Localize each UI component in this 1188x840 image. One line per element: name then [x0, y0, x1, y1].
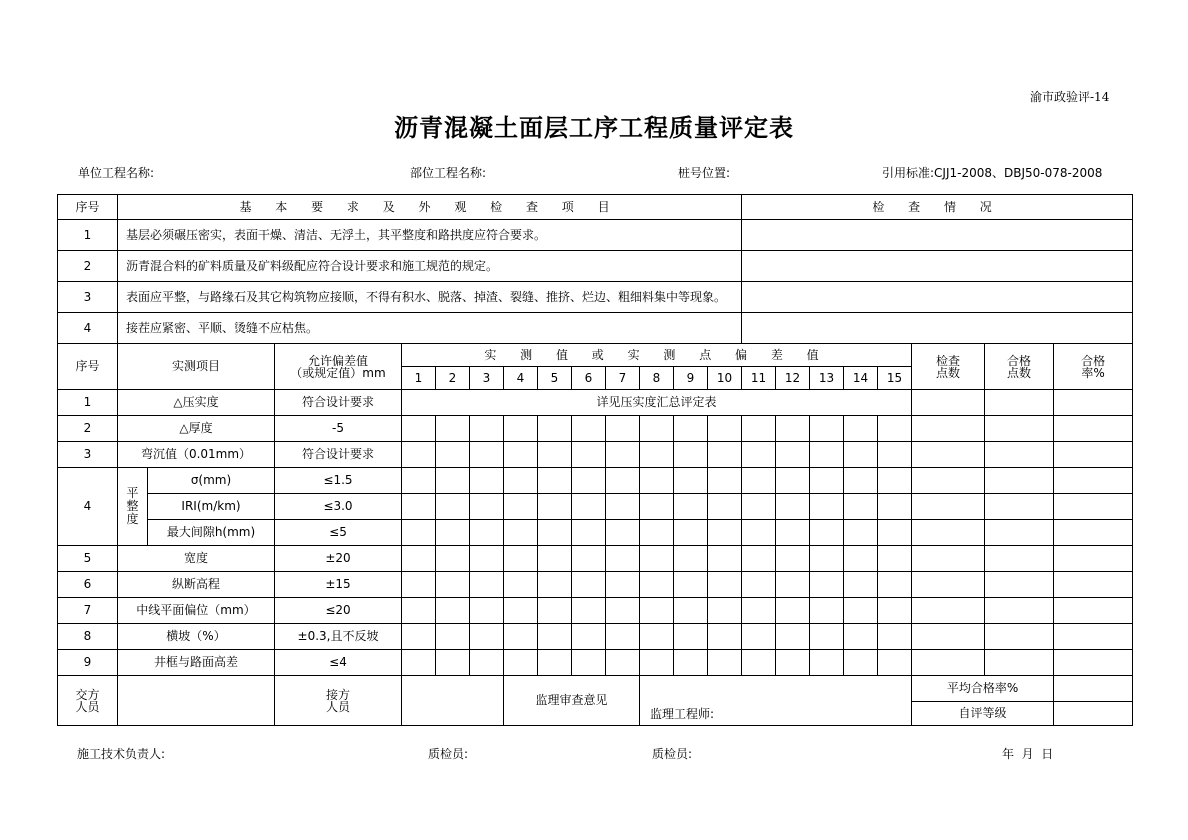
receiver-staff-field[interactable]: [402, 676, 504, 726]
point-number: 1: [402, 367, 436, 390]
basic-row-text: 表面应平整，与路缘石及其它构筑物应接顺，不得有积水、脱落、掉渣、裂缝、推挤、烂边、粗细料集中等现象。: [118, 282, 742, 313]
measured-value-cell[interactable]: [844, 546, 878, 572]
pass-points-cell[interactable]: [985, 416, 1054, 442]
measured-value-cell[interactable]: [742, 546, 776, 572]
measured-value-cell[interactable]: [810, 520, 844, 546]
measured-value-cell[interactable]: [402, 650, 436, 676]
date-label: 年 月 日: [1002, 747, 1054, 761]
basic-col-status: 检 查 情 况: [742, 195, 1133, 220]
measured-value-cell[interactable]: [708, 416, 742, 442]
measure-row-tolerance: ±15: [275, 572, 402, 598]
measured-value-cell[interactable]: [878, 416, 912, 442]
supervisor-engineer-field[interactable]: 监理工程师:: [640, 676, 912, 726]
measured-value-cell[interactable]: [708, 650, 742, 676]
checked-points-cell[interactable]: [912, 390, 985, 416]
measured-value-cell[interactable]: [606, 468, 640, 494]
measured-value-cell[interactable]: [878, 572, 912, 598]
measure-row-no: 3: [58, 442, 118, 468]
point-number: 6: [572, 367, 606, 390]
point-number: 9: [674, 367, 708, 390]
measured-value-cell[interactable]: [640, 624, 674, 650]
measured-value-cell[interactable]: [572, 494, 606, 520]
measured-value-cell[interactable]: [742, 468, 776, 494]
pass-rate-cell[interactable]: [1054, 598, 1133, 624]
basic-row-status[interactable]: [742, 313, 1133, 344]
pass-points-cell[interactable]: [985, 546, 1054, 572]
measured-value-cell[interactable]: [572, 572, 606, 598]
measured-value-cell[interactable]: [674, 494, 708, 520]
measured-value-cell[interactable]: [572, 520, 606, 546]
measure-row-item: 弯沉值（0.01mm）: [118, 442, 275, 468]
measured-value-cell[interactable]: [538, 416, 572, 442]
point-number: 12: [776, 367, 810, 390]
measure-row-tolerance: ±20: [275, 546, 402, 572]
measure-row-tolerance: ≤20: [275, 598, 402, 624]
checked-points-cell[interactable]: [912, 520, 985, 546]
pass-rate-cell[interactable]: [1054, 390, 1133, 416]
measured-value-cell[interactable]: [742, 624, 776, 650]
pass-rate-cell[interactable]: [1054, 650, 1133, 676]
measured-value-cell[interactable]: [504, 442, 538, 468]
measured-value-cell[interactable]: [606, 546, 640, 572]
measured-value-cell[interactable]: [810, 624, 844, 650]
measured-value-cell[interactable]: [810, 416, 844, 442]
measured-value-cell[interactable]: [572, 624, 606, 650]
point-number: 2: [436, 367, 470, 390]
avg-pass-rate-label: 平均合格率%: [912, 676, 1054, 702]
flatness-group-label: 平整度: [118, 468, 148, 546]
measured-value-cell[interactable]: [810, 650, 844, 676]
measured-value-cell[interactable]: [708, 546, 742, 572]
pass-points-cell[interactable]: [985, 598, 1054, 624]
measured-value-cell[interactable]: [538, 650, 572, 676]
checked-points-cell[interactable]: [912, 598, 985, 624]
handover-staff-field[interactable]: [118, 676, 275, 726]
measured-value-cell[interactable]: [844, 598, 878, 624]
measure-row-item: 宽度: [118, 546, 275, 572]
measured-value-cell[interactable]: [878, 624, 912, 650]
measured-value-cell[interactable]: [810, 546, 844, 572]
checked-points-cell[interactable]: [912, 572, 985, 598]
measured-value-cell[interactable]: [470, 416, 504, 442]
measure-row-tolerance: 符合设计要求: [275, 442, 402, 468]
basic-row-no: 3: [58, 282, 118, 313]
measured-value-cell[interactable]: [776, 468, 810, 494]
measured-value-cell[interactable]: [742, 442, 776, 468]
handover-staff-label: 交方 人员: [58, 676, 118, 726]
receiver-staff-label: 接方 人员: [275, 676, 402, 726]
measured-value-cell[interactable]: [538, 572, 572, 598]
measured-value-cell[interactable]: [674, 468, 708, 494]
point-number: 3: [470, 367, 504, 390]
pass-points-cell[interactable]: [985, 494, 1054, 520]
measure-row-item: IRI(m/km): [148, 494, 275, 520]
measured-value-cell[interactable]: [470, 442, 504, 468]
measured-value-cell[interactable]: [776, 546, 810, 572]
measure-row-no: 9: [58, 650, 118, 676]
form-code: 渝市政验评-14: [1030, 90, 1110, 104]
measured-value-cell[interactable]: [878, 494, 912, 520]
measured-value-cell[interactable]: [640, 468, 674, 494]
measured-value-cell[interactable]: [708, 442, 742, 468]
measured-value-cell[interactable]: [810, 494, 844, 520]
measure-row-item: 中线平面偏位（mm）: [118, 598, 275, 624]
pass-points-cell[interactable]: [985, 468, 1054, 494]
measured-value-cell[interactable]: [402, 520, 436, 546]
measured-value-cell[interactable]: [640, 572, 674, 598]
measured-value-cell[interactable]: [402, 624, 436, 650]
measured-value-cell[interactable]: [776, 650, 810, 676]
measure-row-no: 2: [58, 416, 118, 442]
measured-value-cell[interactable]: [844, 624, 878, 650]
measured-value-cell[interactable]: [640, 494, 674, 520]
measured-value-cell[interactable]: [504, 416, 538, 442]
measured-value-cell[interactable]: [402, 468, 436, 494]
measured-value-cell[interactable]: [470, 598, 504, 624]
measured-value-cell[interactable]: [674, 598, 708, 624]
measured-value-cell[interactable]: [640, 598, 674, 624]
measured-value-cell[interactable]: [776, 572, 810, 598]
measured-value-cell[interactable]: [572, 650, 606, 676]
measured-value-cell[interactable]: [742, 650, 776, 676]
measured-value-cell[interactable]: [402, 572, 436, 598]
checked-points-cell[interactable]: [912, 442, 985, 468]
measured-value-cell[interactable]: [572, 598, 606, 624]
measured-value-cell[interactable]: [776, 442, 810, 468]
point-number: 4: [504, 367, 538, 390]
measure-row-tolerance: ±0.3,且不反坡: [275, 624, 402, 650]
point-number: 14: [844, 367, 878, 390]
measured-value-cell[interactable]: [606, 572, 640, 598]
measured-value-cell[interactable]: [504, 546, 538, 572]
checked-points-cell[interactable]: [912, 624, 985, 650]
measured-value-cell[interactable]: [844, 520, 878, 546]
measured-value-cell[interactable]: [436, 572, 470, 598]
measure-row-item: △压实度: [118, 390, 275, 416]
measured-value-cell[interactable]: [810, 598, 844, 624]
measured-value-cell[interactable]: [640, 442, 674, 468]
measured-value-cell[interactable]: [572, 442, 606, 468]
measured-value-cell[interactable]: [402, 494, 436, 520]
measured-value-cell[interactable]: [878, 598, 912, 624]
pass-points-cell[interactable]: [985, 650, 1054, 676]
measure-row-tolerance: -5: [275, 416, 402, 442]
measured-value-cell[interactable]: [742, 494, 776, 520]
point-number: 13: [810, 367, 844, 390]
basic-row-text: 沥青混合料的矿料质量及矿料级配应符合设计要求和施工规范的规定。: [118, 251, 742, 282]
measured-value-cell[interactable]: [776, 416, 810, 442]
measured-value-cell[interactable]: [708, 624, 742, 650]
measured-value-cell[interactable]: [470, 546, 504, 572]
measured-value-cell[interactable]: [436, 624, 470, 650]
measured-value-cell[interactable]: [878, 468, 912, 494]
part-project-label: 部位工程名称:: [410, 166, 487, 180]
measure-row-no: 1: [58, 390, 118, 416]
measured-value-cell[interactable]: [402, 416, 436, 442]
basic-row-no: 2: [58, 251, 118, 282]
measure-col-tolerance: 允许偏差值 （或规定值）mm: [275, 344, 402, 390]
measured-value-cell[interactable]: [504, 650, 538, 676]
measure-row-tolerance: ≤3.0: [275, 494, 402, 520]
measured-value-cell[interactable]: [844, 442, 878, 468]
pass-rate-cell[interactable]: [1054, 468, 1133, 494]
measure-col-pass-points: 合格 点数: [985, 344, 1054, 390]
measured-value-cell[interactable]: [436, 650, 470, 676]
measured-value-cell[interactable]: [640, 546, 674, 572]
measured-value-cell[interactable]: [436, 494, 470, 520]
measure-row-tolerance: ≤1.5: [275, 468, 402, 494]
measured-value-cell[interactable]: [708, 572, 742, 598]
measured-value-cell[interactable]: [538, 468, 572, 494]
measured-value-cell[interactable]: [878, 442, 912, 468]
measure-row-tolerance: 符合设计要求: [275, 390, 402, 416]
checked-points-cell[interactable]: [912, 468, 985, 494]
basic-col-items: 基 本 要 求 及 外 观 检 查 项 目: [118, 195, 742, 220]
standard-label: 引用标准:CJJ1-2008、DBJ50-078-2008: [882, 166, 1103, 180]
measured-value-cell[interactable]: [470, 650, 504, 676]
measure-row-no: 8: [58, 624, 118, 650]
measured-value-cell[interactable]: [708, 598, 742, 624]
measured-value-cell[interactable]: [572, 416, 606, 442]
self-grade-label: 自评等级: [912, 702, 1054, 726]
self-grade-value[interactable]: [1054, 702, 1133, 726]
measured-value-cell[interactable]: [402, 546, 436, 572]
station-label: 桩号位置:: [678, 166, 731, 180]
supervision-opinion-label: 监理审查意见: [504, 676, 640, 726]
measure-row-no: 7: [58, 598, 118, 624]
measured-value-cell[interactable]: [742, 572, 776, 598]
measured-value-cell[interactable]: [606, 598, 640, 624]
measured-value-cell[interactable]: [504, 520, 538, 546]
measured-value-cell[interactable]: [436, 468, 470, 494]
measured-value-cell[interactable]: [538, 494, 572, 520]
measured-value-cell[interactable]: [776, 624, 810, 650]
measured-value-cell[interactable]: [844, 468, 878, 494]
measured-value-cell[interactable]: [572, 546, 606, 572]
basic-row-status[interactable]: [742, 251, 1133, 282]
measure-row-tolerance: ≤5: [275, 520, 402, 546]
measured-value-cell[interactable]: [810, 572, 844, 598]
measured-value-cell[interactable]: [606, 416, 640, 442]
measured-value-cell[interactable]: [878, 650, 912, 676]
quality-assessment-table: [57, 194, 1133, 726]
unit-project-label: 单位工程名称:: [78, 166, 155, 180]
pass-rate-cell[interactable]: [1054, 520, 1133, 546]
measured-value-cell[interactable]: [538, 520, 572, 546]
measured-value-cell[interactable]: [538, 598, 572, 624]
measure-row-item: △厚度: [118, 416, 275, 442]
measured-value-cell[interactable]: [436, 520, 470, 546]
checked-points-cell[interactable]: [912, 494, 985, 520]
measured-value-cell[interactable]: [504, 598, 538, 624]
inspector-label-2: 质检员:: [652, 747, 693, 761]
point-number: 15: [878, 367, 912, 390]
measure-row-tolerance: ≤4: [275, 650, 402, 676]
measure-row-item: 纵断高程: [118, 572, 275, 598]
measure-col-checked-points: 检查 点数: [912, 344, 985, 390]
point-number: 10: [708, 367, 742, 390]
measured-value-cell[interactable]: [878, 546, 912, 572]
measured-value-cell[interactable]: [470, 572, 504, 598]
page-title: 沥青混凝土面层工序工程质量评定表: [394, 113, 794, 142]
pass-rate-cell[interactable]: [1054, 494, 1133, 520]
measure-row-no: 4: [58, 468, 118, 546]
measure-row-note: 详见压实度汇总评定表: [402, 390, 912, 416]
measured-value-cell[interactable]: [538, 546, 572, 572]
measured-value-cell[interactable]: [606, 520, 640, 546]
measured-value-cell[interactable]: [810, 442, 844, 468]
measured-value-cell[interactable]: [470, 624, 504, 650]
measured-value-cell[interactable]: [640, 416, 674, 442]
pass-points-cell[interactable]: [985, 572, 1054, 598]
basic-row-no: 4: [58, 313, 118, 344]
measured-value-cell[interactable]: [436, 546, 470, 572]
measured-value-cell[interactable]: [810, 468, 844, 494]
basic-row-no: 1: [58, 220, 118, 251]
measured-value-cell[interactable]: [470, 520, 504, 546]
point-number: 7: [606, 367, 640, 390]
checked-points-cell[interactable]: [912, 416, 985, 442]
measured-value-cell[interactable]: [402, 442, 436, 468]
checked-points-cell[interactable]: [912, 650, 985, 676]
measure-col-no: 序号: [58, 344, 118, 390]
measured-value-cell[interactable]: [674, 442, 708, 468]
measure-row-no: 5: [58, 546, 118, 572]
pass-rate-cell[interactable]: [1054, 572, 1133, 598]
measured-value-cell[interactable]: [776, 598, 810, 624]
measured-value-cell[interactable]: [504, 624, 538, 650]
measured-value-cell[interactable]: [742, 520, 776, 546]
measured-value-cell[interactable]: [640, 650, 674, 676]
measured-value-cell[interactable]: [742, 598, 776, 624]
basic-row-status[interactable]: [742, 220, 1133, 251]
measured-value-cell[interactable]: [606, 494, 640, 520]
measured-value-cell[interactable]: [776, 520, 810, 546]
measured-value-cell[interactable]: [674, 650, 708, 676]
measured-value-cell[interactable]: [606, 650, 640, 676]
avg-pass-rate-value[interactable]: [1054, 676, 1133, 702]
measured-value-cell[interactable]: [402, 598, 436, 624]
point-number: 8: [640, 367, 674, 390]
measure-col-values: 实 测 值 或 实 测 点 偏 差 值: [402, 344, 912, 367]
measured-value-cell[interactable]: [436, 598, 470, 624]
pass-points-cell[interactable]: [985, 390, 1054, 416]
measured-value-cell[interactable]: [674, 572, 708, 598]
measured-value-cell[interactable]: [504, 494, 538, 520]
measured-value-cell[interactable]: [436, 442, 470, 468]
measured-value-cell[interactable]: [742, 416, 776, 442]
basic-row-text: 接茬应紧密、平顺、烫缝不应枯焦。: [118, 313, 742, 344]
pass-points-cell[interactable]: [985, 442, 1054, 468]
measured-value-cell[interactable]: [844, 416, 878, 442]
measured-value-cell[interactable]: [470, 468, 504, 494]
pass-points-cell[interactable]: [985, 624, 1054, 650]
measured-value-cell[interactable]: [470, 494, 504, 520]
measured-value-cell[interactable]: [878, 520, 912, 546]
basic-row-text: 基层必须碾压密实，表面干燥、清洁、无浮土，其平整度和路拱度应符合要求。: [118, 220, 742, 251]
measured-value-cell[interactable]: [674, 546, 708, 572]
measured-value-cell[interactable]: [674, 520, 708, 546]
measured-value-cell[interactable]: [708, 494, 742, 520]
measure-row-item: σ(mm): [148, 468, 275, 494]
measure-col-item: 实测项目: [118, 344, 275, 390]
measure-row-item: 横坡（%）: [118, 624, 275, 650]
measure-row-item: 最大间隙h(mm): [148, 520, 275, 546]
pass-rate-cell[interactable]: [1054, 546, 1133, 572]
measure-row-no: 6: [58, 572, 118, 598]
measured-value-cell[interactable]: [504, 572, 538, 598]
measured-value-cell[interactable]: [538, 442, 572, 468]
measured-value-cell[interactable]: [606, 624, 640, 650]
measured-value-cell[interactable]: [572, 468, 606, 494]
measured-value-cell[interactable]: [844, 572, 878, 598]
point-number: 11: [742, 367, 776, 390]
measured-value-cell[interactable]: [436, 416, 470, 442]
measured-value-cell[interactable]: [844, 650, 878, 676]
measured-value-cell[interactable]: [640, 520, 674, 546]
measure-col-pass-rate: 合格 率%: [1054, 344, 1133, 390]
pass-points-cell[interactable]: [985, 520, 1054, 546]
measured-value-cell[interactable]: [538, 624, 572, 650]
measure-row-item: 井框与路面高差: [118, 650, 275, 676]
measured-value-cell[interactable]: [844, 494, 878, 520]
measured-value-cell[interactable]: [708, 468, 742, 494]
checked-points-cell[interactable]: [912, 546, 985, 572]
measured-value-cell[interactable]: [776, 494, 810, 520]
point-number: 5: [538, 367, 572, 390]
basic-col-no: 序号: [58, 195, 118, 220]
measured-value-cell[interactable]: [674, 416, 708, 442]
measured-value-cell[interactable]: [606, 442, 640, 468]
pass-rate-cell[interactable]: [1054, 416, 1133, 442]
tech-lead-label: 施工技术负责人:: [77, 747, 166, 761]
inspector-label-1: 质检员:: [428, 747, 469, 761]
pass-rate-cell[interactable]: [1054, 442, 1133, 468]
measured-value-cell[interactable]: [504, 468, 538, 494]
pass-rate-cell[interactable]: [1054, 624, 1133, 650]
measured-value-cell[interactable]: [674, 624, 708, 650]
measured-value-cell[interactable]: [708, 520, 742, 546]
basic-row-status[interactable]: [742, 282, 1133, 313]
